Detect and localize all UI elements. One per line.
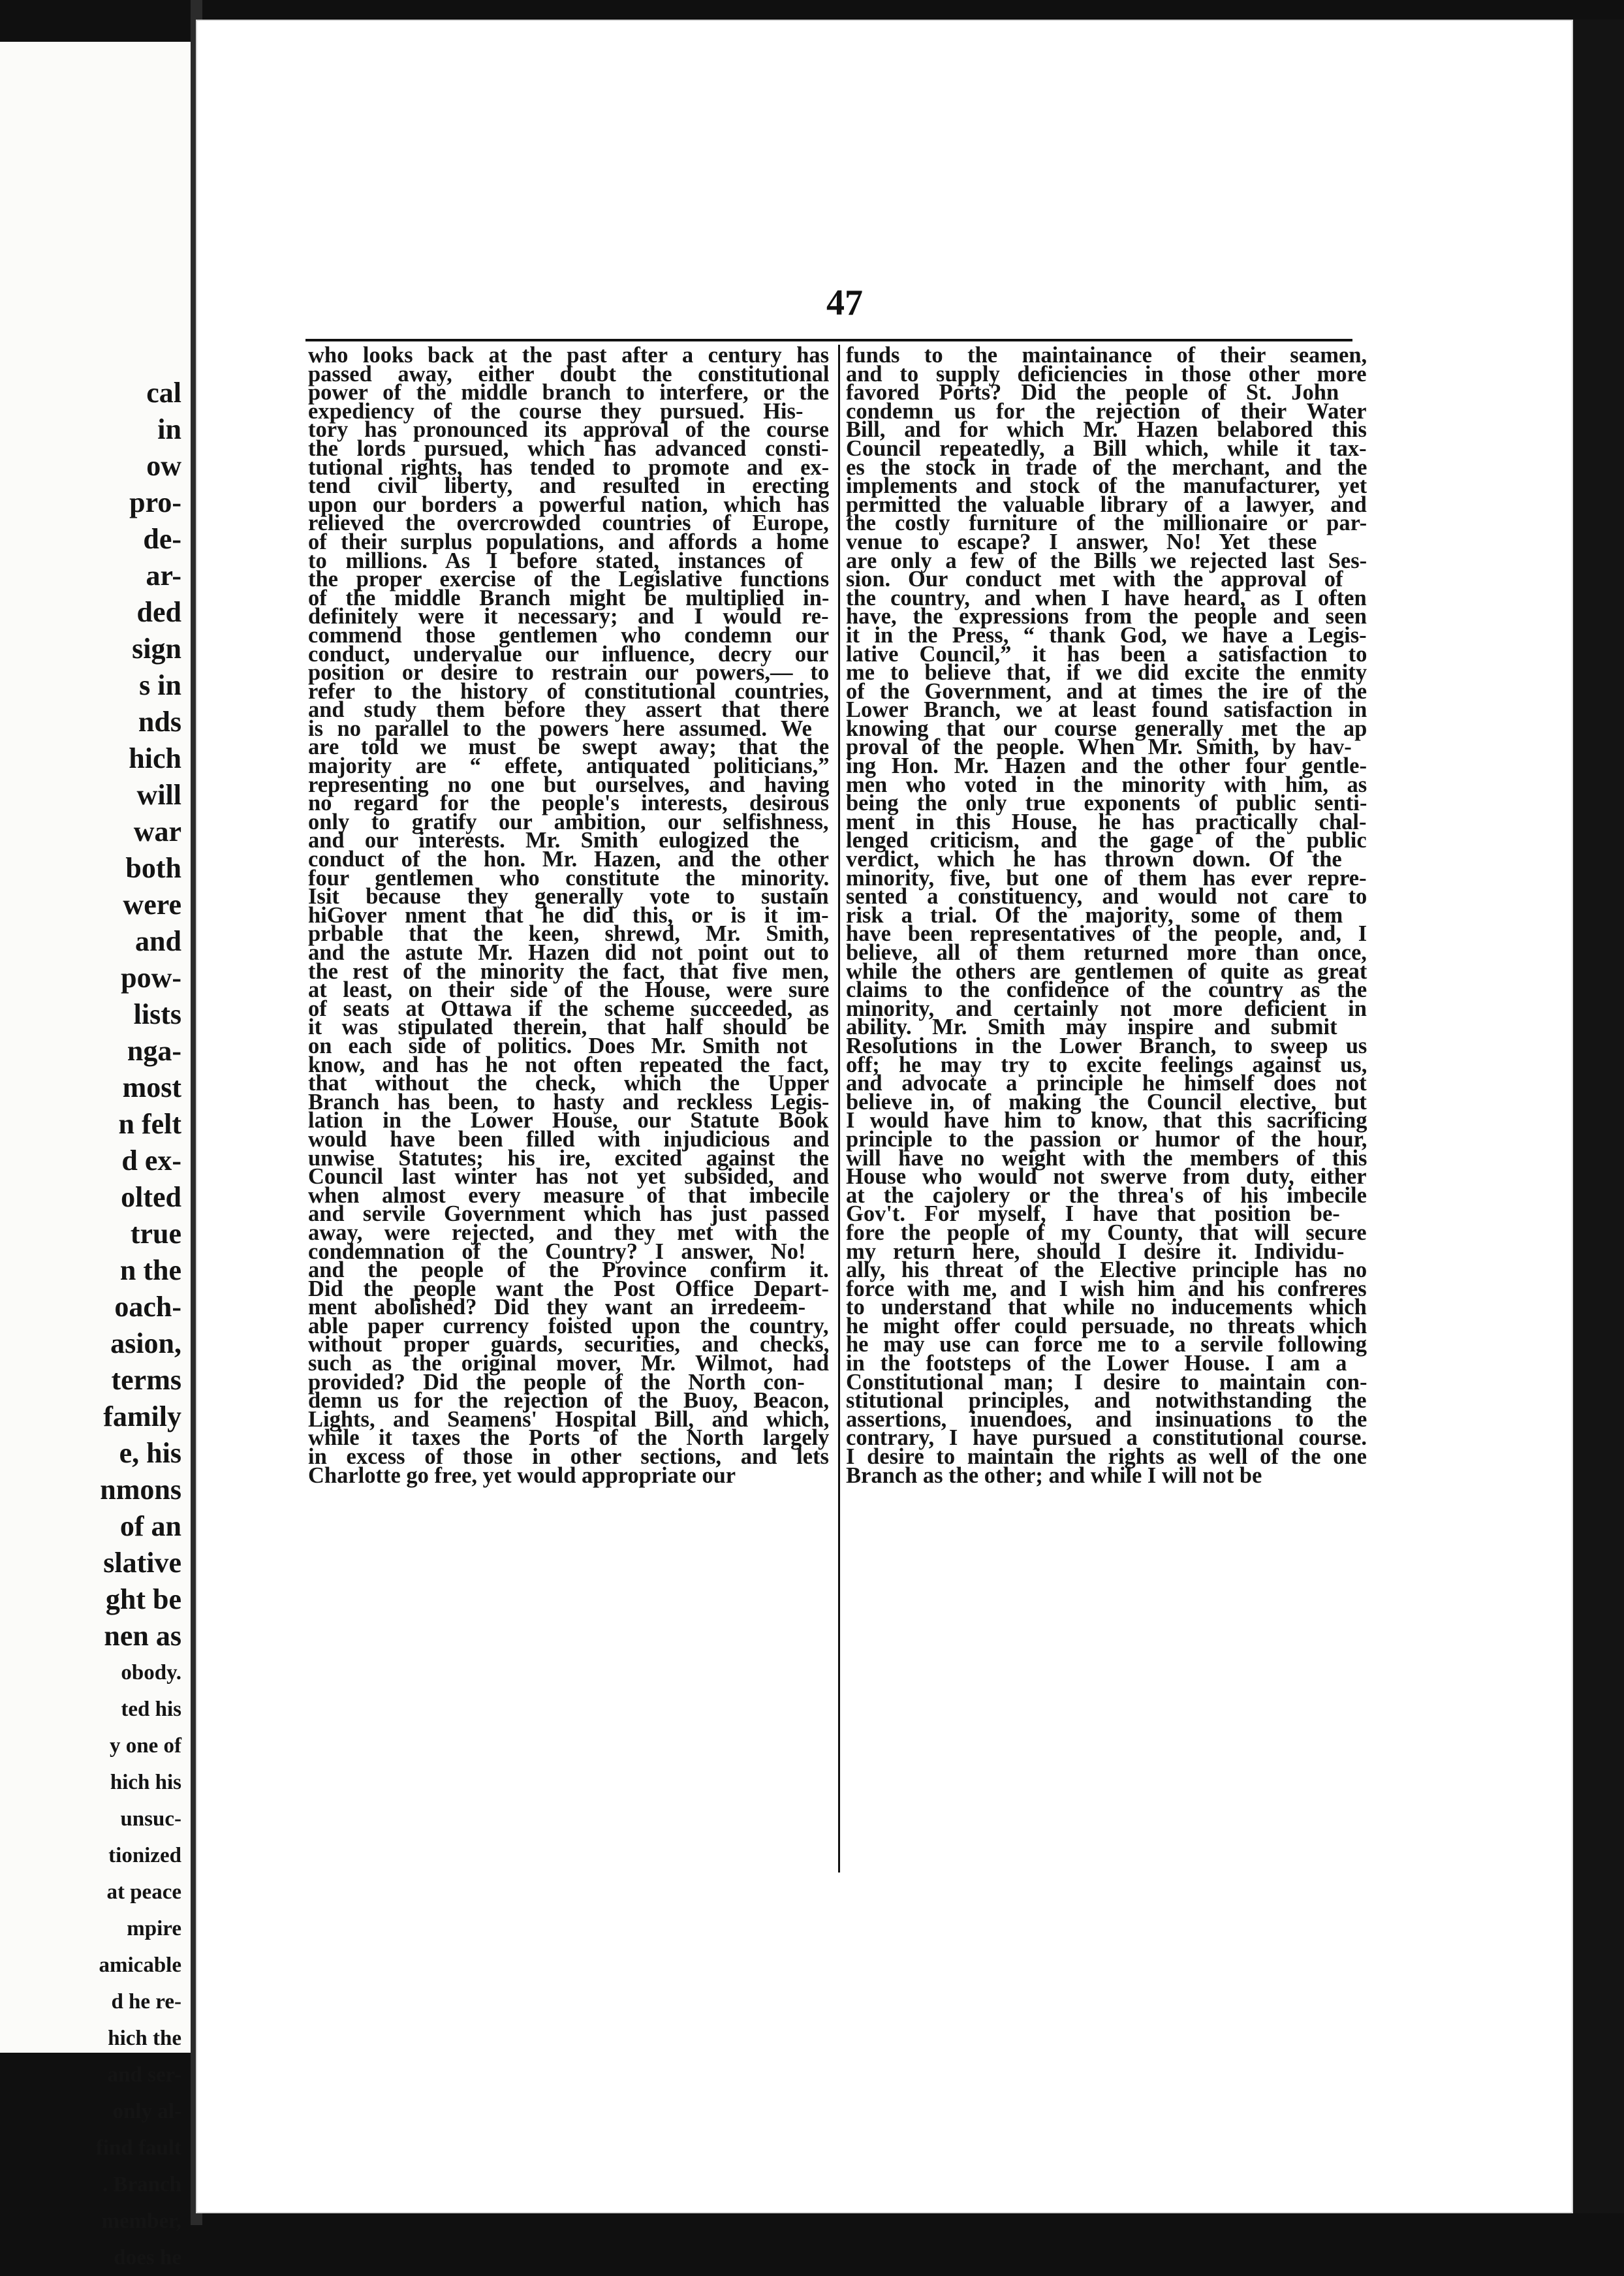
page-edge [1573,20,1624,2213]
previous-page-fragment: asion, [110,1327,181,1359]
text-line: relieved the overcrowded countries of Europe, [308,511,829,536]
text-line: and the people of the Province confirm it. [308,1257,829,1283]
text-line: passed away, either doubt the constitutional [308,361,830,387]
text-line: minority, and certainly not more deficient in [846,996,1367,1021]
text-line: the country, and when I have heard, as I often [846,585,1367,610]
text-line: ability. Mr. Smith may inspire and submit [846,1015,1337,1040]
text-line: four gentlemen who constitute the minority. [308,865,830,891]
previous-page-fragment: of an [119,1510,181,1542]
previous-page-fragment: true [130,1218,181,1250]
text-line: Council repeatedly, a Bill which, while it tax- [846,435,1367,461]
text-line: of their surplus populations, and affords a home [308,529,829,554]
previous-page-fragment: ar- [146,560,181,592]
text-line: to millions. As I before stated, instances of [308,548,804,573]
previous-page-fragment: nmons [100,1474,181,1506]
text-line: such as the original mover, Mr. Wilmot, had [308,1351,829,1376]
text-line: Council last winter has not yet subsided, and [308,1164,829,1190]
text-line: ally, his threat of the Elective principle has no [846,1257,1367,1283]
text-line: tend civil liberty, and resulted in erecting [308,473,830,499]
text-line: the lords pursued, which has advanced consti- [308,435,829,461]
previous-page-fragment: both [125,852,181,884]
text-line: sion. Our conduct met with the approval of [846,567,1343,592]
text-line: while it taxes the Ports of the North largely [308,1425,830,1451]
text-line: fore the people of my County, that will secure [846,1220,1367,1245]
previous-page-fragment: in [157,413,181,445]
previous-page-fragment: unsuc- [120,1807,181,1831]
previous-page-fragment: terms [111,1364,181,1396]
text-line: off; he may try to excite feelings against us, [846,1052,1367,1077]
text-line: lative Council,” it has been a satisfaction to [846,641,1367,667]
text-line: assertions, inuendoes, and insinuations to the [846,1406,1367,1432]
text-line: that without the check, which the Upper [308,1071,830,1096]
previous-page-fragment: member, [101,2209,181,2233]
text-line: condemn us for the rejection of their Water [846,398,1367,424]
text-line: at the cajolery or the threa's of his imbecile [846,1182,1367,1208]
text-line: funds to the maintainance of their seamen, [846,343,1367,368]
text-line: favored Ports? Did the people of St. John [846,380,1339,405]
text-line: believe, all of them returned more than once, [846,940,1367,965]
previous-page-fragment: ght be [105,1583,181,1615]
text-line: being the only true exponents of public senti- [846,791,1367,816]
text-line: Isit because they generally vote to sustain [308,884,829,909]
previous-page-text [0,375,191,2276]
text-line: while the others are gentlemen of quite as great [846,958,1367,984]
text-line: ment in this House, he has practically chal- [846,809,1367,834]
text-line: he might offer could persuade, no threats which [846,1313,1367,1338]
text-line: ment abolished? Did they want an irredeem- [308,1295,806,1320]
previous-page-fragment: and [135,925,181,957]
previous-page-fragment: family [103,1400,181,1432]
previous-page-fragment: sign [132,633,181,665]
text-line: would have been filled with injudicious and [308,1126,830,1152]
previous-page-fragment: d he re- [111,1990,181,2014]
text-line: Charlotte go free, yet would appropriate our [308,1462,736,1488]
previous-page-fragment: . Branch [102,2173,181,2196]
text-line: condemnation of the Country? I answer, No! [308,1239,806,1264]
text-line: House who would not swerve from duty, either [846,1164,1367,1190]
previous-page-fragment: cal [146,377,181,409]
text-line: provided? Did the people of the North con- [308,1369,805,1395]
text-line: know, and has he not often repeated the fact, [308,1052,829,1077]
previous-page-fragment: s in [139,669,181,701]
text-line: and advocate a principle he himself does not [846,1071,1367,1096]
text-line: contrary, I have pursued a constitutional course. [846,1425,1367,1451]
text-line: the costly furniture of the millionaire or par- [846,511,1367,536]
text-line: es the stock in trade of the merchant, and the [846,454,1367,480]
text-line: he may use can force me to a servile following [846,1332,1367,1357]
header-rule [305,339,1352,341]
text-line: principle to the passion or humor of the hour, [846,1126,1367,1152]
previous-page-fragment: olted [121,1181,181,1213]
text-line: it was stipulated therein, that half should be [308,1015,830,1040]
text-line: will have no weight with the members of this [846,1145,1367,1171]
text-line: prbable that the keen, shrewd, Mr. Smith, [308,921,830,947]
previous-page-fragment: ow [146,450,181,482]
text-line: believe in, of making the Council elective, but [846,1089,1367,1114]
text-line: minority, five, but one of them has ever repre- [846,865,1367,891]
previous-page-fragment: nds [138,706,181,738]
previous-page-fragment: does he [114,2246,181,2269]
previous-page-fragment: ded [136,596,181,628]
text-line: unwise Statutes; his ire, excited against the [308,1145,829,1171]
previous-page-fragment: lists [133,998,181,1030]
text-line: ing Hon. Mr. Hazen and the other four gentle- [846,753,1367,779]
text-line: the rest of the minority the fact, that five men, [308,958,829,984]
text-line: only to gratify our ambition, our selfishness, [308,809,829,834]
text-line: Lower Branch, we at least found satisfaction in [846,697,1367,723]
text-line: the proper exercise of the Legislative functions [308,567,830,592]
text-line: majority are “ effete, antiquated politicians,” [308,753,830,779]
text-line: who looks back at the past after a century has [308,343,830,368]
text-line: position or desire to restrain our powers,— to [308,660,830,686]
text-line: on each side of politics. Does Mr. Smith not [308,1033,808,1058]
previous-page-fragment: y one of [110,1734,181,1758]
text-line: and our interests. Mr. Smith eulogized the [308,828,800,853]
text-line: have, the expressions from the people and seen [846,604,1367,629]
text-line: commend those gentlemen who condemn our [308,622,830,648]
previous-page-fragment: ted his [121,1698,181,1721]
text-line: no regard for the people's interests, desirous [308,791,830,816]
text-line: without proper guards, securities, and checks, [308,1332,830,1357]
text-line: venue to escape? I answer, No! Yet these [846,529,1317,554]
text-line: have been representatives of the people, and, I [846,921,1367,947]
text-line: I would have him to know, that this sacrificing [846,1108,1367,1133]
text-line: stitutional principles, and notwithstanding the [846,1388,1367,1414]
text-line: able paper currency foisted upon the country, [308,1313,829,1338]
text-line: power of the middle branch to interfere, or the [308,380,830,405]
text-line: Branch has been, to hasty and reckless Legis- [308,1089,830,1114]
text-line: of the middle Branch might be multiplied in- [308,585,830,610]
previous-page-fragment: n felt [118,1108,181,1140]
text-line: risk a trial. Of the majority, some of them [846,902,1343,928]
text-line: claims to the confidence of the country as the [846,977,1367,1003]
previous-page-fragment: amicable [99,1953,181,1977]
previous-page-fragment: de- [143,523,181,555]
right-text-column [846,343,1367,1488]
text-line: of seats at Ottawa if the scheme succeeded, as [308,996,829,1021]
previous-page-fragment: and ser- [107,2063,181,2087]
left-text-column [308,343,830,1488]
text-line: implements and stock of the manufacturer, yet [846,473,1367,499]
previous-page-fragment: hich his [110,1771,181,1794]
previous-page-fragment: were [123,889,181,921]
text-line: men who voted in the minority with him, as [846,772,1367,797]
text-line: knowing that our course generally met the ap [846,716,1367,741]
previous-page-fragment: tionized [108,1844,181,1867]
text-line: it in the Press, “ thank God, we have a Legis- [846,622,1367,648]
previous-page-fragment: mpire [127,1917,181,1940]
text-line: verdict, which he has thrown down. Of the [846,847,1342,872]
previous-page-fragment: oach- [114,1291,181,1323]
text-line: Bill, and for which Mr. Hazen belabored this [846,417,1367,443]
text-line: Did the people want the Post Office Depart- [308,1276,829,1301]
text-line: expediency of the course they pursued. His- [308,398,804,424]
text-line: and to supply deficiencies in those other more [846,361,1367,387]
column-divider [838,345,840,1873]
previous-page-fragment: nen as [104,1620,181,1652]
previous-page-fragment: hich the [108,2027,181,2050]
previous-page-fragment: hich [129,742,181,774]
text-line: and study them before they assert that there [308,697,830,723]
previous-page-fragment: slative [103,1547,181,1579]
text-line: conduct of the hon. Mr. Hazen, and the other [308,847,829,872]
previous-page-strip [0,42,193,2269]
text-line: and the astute Mr. Hazen did not point out to [308,940,829,965]
text-line: proval of the people. When Mr. Smith, by hav- [846,735,1352,760]
previous-page-fragment: pow- [121,962,181,994]
text-line: at least, on their side of the House, were sure [308,977,830,1003]
previous-page-fragment: nga- [127,1035,181,1067]
text-line: I desire to maintain the rights as well of the one [846,1444,1367,1470]
previous-page-fragment: e, his [119,1437,181,1469]
previous-page-fragment: only al- [112,2100,181,2123]
text-line: when almost every measure of that imbecile [308,1182,830,1208]
text-line: and servile Government which has just passed [308,1201,830,1227]
text-line: tory has pronounced its approval of the course [308,417,829,443]
text-line: me to believe that, if we did excite the enmity [846,660,1367,686]
text-line: lenged criticism, and the gage of the public [846,828,1367,853]
text-line: representing no one but ourselves, and having [308,772,830,797]
text-line: away, were rejected, and they met with the [308,1220,830,1245]
text-line: is no parallel to the powers here assumed. We [308,716,812,741]
text-line: demn us for the rejection of the Buoy, Beacon, [308,1388,830,1414]
text-line: of the Government, and at times the ire of the [846,678,1367,704]
previous-page-fragment: war [133,815,181,847]
text-line: Constitutional man; I desire to maintain con- [846,1369,1367,1395]
text-line: tutional rights, has tended to promote and ex- [308,454,830,480]
text-line: upon our borders a powerful nation, which has [308,492,830,517]
text-line: my return here, should I desire it. Individu- [846,1239,1345,1264]
previous-page-fragment: at peace [106,1880,181,1904]
text-line: refer to the history of constitutional countries, [308,678,830,704]
text-line: are told we must be swept away; that the [308,735,830,760]
previous-page-fragment: find fault [95,2136,181,2160]
text-line: permitted the valuable library of a lawyer, and [846,492,1367,517]
previous-page-fragment: will [136,779,181,811]
text-line: are only a few of the Bills we rejected last Ses- [846,548,1367,573]
text-line: lation in the Lower House, our Statute Book [308,1108,829,1133]
previous-page-fragment: obody. [121,1661,181,1684]
text-line: Branch as the other; and while I will not be [846,1462,1262,1488]
text-line: to understand that while no inducements which [846,1295,1367,1320]
previous-page-fragment: pro- [129,486,181,518]
previous-page-fragment: most [122,1071,181,1103]
text-line: conduct, undervalue our influence, decry our [308,641,829,667]
text-line: Resolutions in the Lower Branch, to sweep us [846,1033,1367,1058]
page-number: 47 [826,283,863,323]
text-line: Lights, and Seamens' Hospital Bill, and which, [308,1406,830,1432]
text-line: definitely were it necessary; and I would re- [308,604,829,629]
text-line: in the footsteps of the Lower House. I am a [846,1351,1347,1376]
text-line: hiGover nment that he did this, or is it im- [308,902,829,928]
text-line: sented a constituency, and would not care to [846,884,1367,909]
previous-page-fragment: n the [119,1254,181,1286]
previous-page-fragment: d ex- [121,1145,181,1177]
text-line: force with me, and I wish him and his confreres [846,1276,1367,1301]
text-line: Gov't. For myself, I have that position be- [846,1201,1340,1227]
text-line: in excess of those in other sections, and lets [308,1444,829,1470]
